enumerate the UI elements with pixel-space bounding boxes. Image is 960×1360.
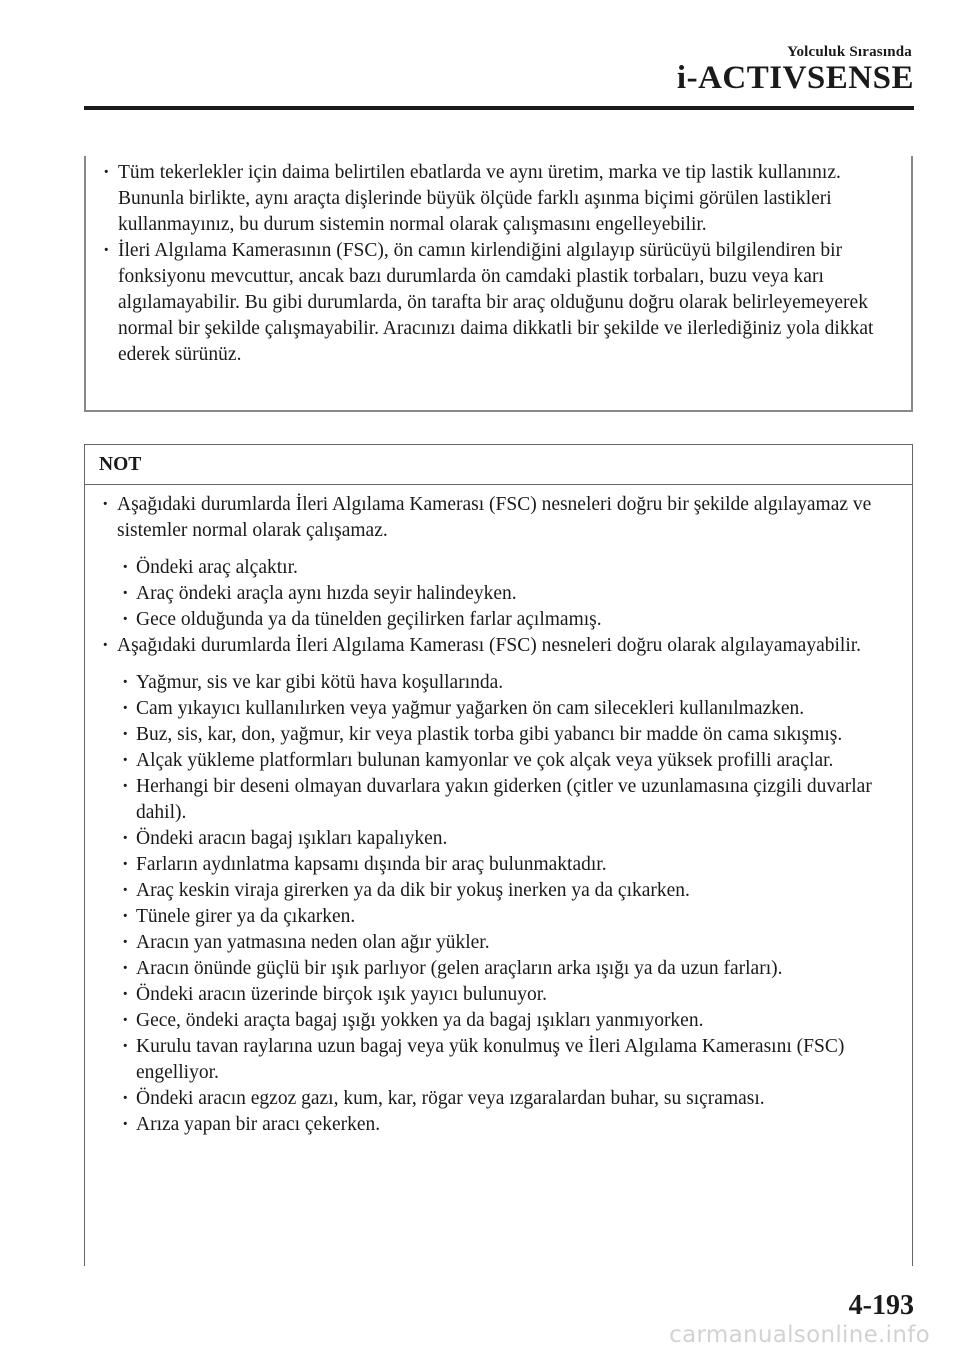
list-item: · Gece olduğunda ya da tünelden geçilirken farlar açılmamış. [85, 607, 912, 633]
note-intro: · Aşağıdaki durumlarda İleri Algılama Kamerası (FSC) nesneleri doğru bir şekilde algılayamaz ve sistemler normal olarak çalışamaz. [85, 492, 912, 544]
note-sublist-2 [85, 670, 912, 1138]
page-number: 4-193 [848, 1290, 914, 1321]
list-item: · Herhangi bir deseni olmayan duvarlara yakın giderken (çitler ve uzunlamasına çizgili duvarlar dahil). [85, 774, 912, 826]
warning-box [84, 156, 913, 412]
list-item: · Tünele girer ya da çıkarken. [85, 904, 912, 930]
section-title: i-ACTIVSENSE [676, 60, 914, 96]
list-item: · Arıza yapan bir aracı çekerken. [85, 1112, 912, 1138]
warning-item: · Tüm tekerlekler için daima belirtilen ebatlarda ve aynı üretim, marka ve tip lastik kullanınız. Bununla birlikte, aynı araçta dişlerinde büyük ölçüde farklı aşınma biçimi görülen lastikleri kullanmayınız, bu durum sistemin normal olarak çalışmasını engelleyebilir. [86, 160, 911, 238]
list-item: · Araç keskin viraja girerken ya da dik bir yokuş inerken ya da çıkarken. [85, 878, 912, 904]
watermark: carmanualsonline.info [669, 1322, 930, 1348]
section-subtitle: Yolculuk Sırasında [787, 44, 912, 60]
list-item: · Farların aydınlatma kapsamı dışında bir araç bulunmaktadır. [85, 852, 912, 878]
note-box [84, 444, 913, 1266]
list-item: · Öndeki araç alçaktır. [85, 555, 912, 581]
list-item: · Aracın önünde güçlü bir ışık parlıyor (gelen araçların arka ışığı ya da uzun farları). [85, 956, 912, 982]
list-item: · Buz, sis, kar, don, yağmur, kir veya plastik torba gibi yabancı bir madde ön cama sıkışmış. [85, 722, 912, 748]
list-item: · Öndeki aracın bagaj ışıkları kapalıyken. [85, 826, 912, 852]
header-rule [84, 106, 914, 110]
list-item: · Gece, öndeki araçta bagaj ışığı yokken ya da bagaj ışıkları yanmıyorken. [85, 1008, 912, 1034]
note-group-2 [85, 633, 912, 659]
list-item: · Öndeki aracın egzoz gazı, kum, kar, rögar veya ızgaralardan buhar, su sıçraması. [85, 1086, 912, 1112]
list-item: · Kurulu tavan raylarına uzun bagaj veya yük konulmuş ve İleri Algılama Kamerasını (FSC) engelliyor. [85, 1034, 912, 1086]
warning-item: · İleri Algılama Kamerasının (FSC), ön camın kirlendiğini algılayıp sürücüyü bilgilendiren bir fonksiyonu mevcuttur, ancak bazı durumlarda ön camdaki plastik torbaları, buzu veya karı algılamayabilir. Bu gibi durumlarda, ön tarafta bir araç olduğunu doğru olarak belirleyemeyerek normal bir şekilde çalışmayabilir. Aracınızı daima dikkatli bir şekilde ve ilerlediğiniz yola dikkat ederek sürünüz. [86, 238, 911, 368]
note-intro: · Aşağıdaki durumlarda İleri Algılama Kamerası (FSC) nesneleri doğru olarak algılayamayabilir. [85, 633, 912, 659]
list-item: · Alçak yükleme platformları bulunan kamyonlar ve çok alçak veya yüksek profilli araçlar. [85, 748, 912, 774]
note-group-1 [85, 492, 912, 544]
list-item: · Aracın yan yatmasına neden olan ağır yükler. [85, 930, 912, 956]
list-item: · Öndeki aracın üzerinde birçok ışık yayıcı bulunuyor. [85, 982, 912, 1008]
list-item: · Yağmur, sis ve kar gibi kötü hava koşullarında. [85, 670, 912, 696]
note-body [85, 485, 912, 1138]
list-item: · Araç öndeki araçla aynı hızda seyir halindeyken. [85, 581, 912, 607]
warning-list [86, 156, 911, 368]
note-sublist-1 [85, 555, 912, 633]
note-heading: NOT [85, 445, 912, 485]
list-item: · Cam yıkayıcı kullanılırken veya yağmur yağarken ön cam silecekleri kullanılmazken. [85, 696, 912, 722]
